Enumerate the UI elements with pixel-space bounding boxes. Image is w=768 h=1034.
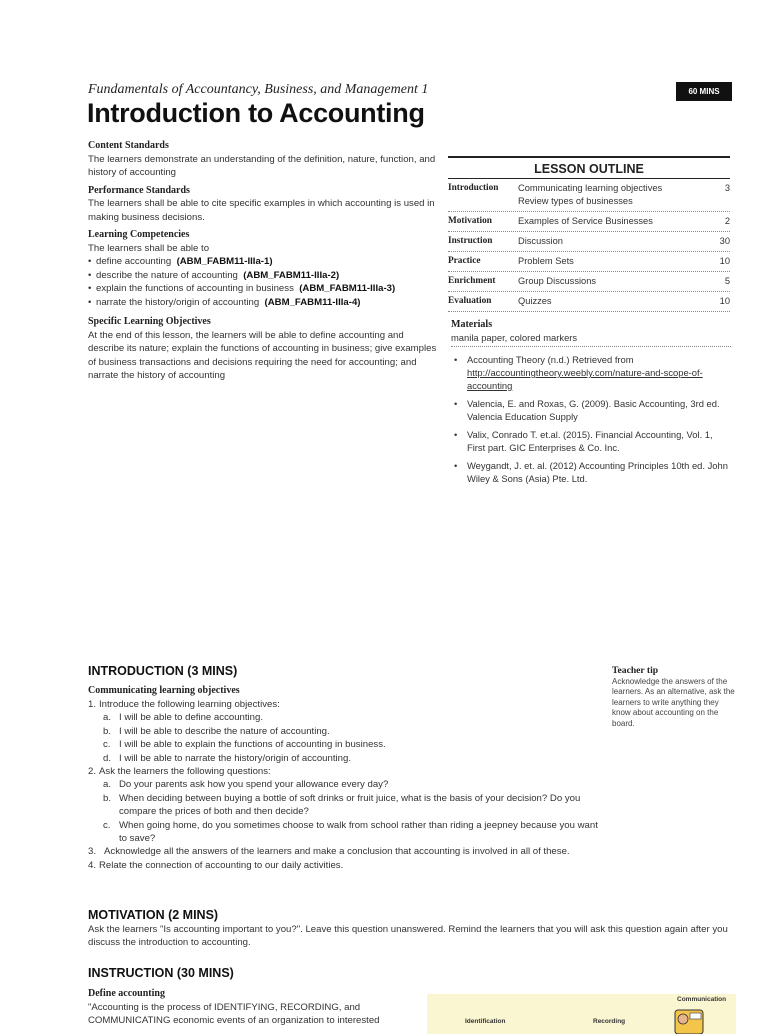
outline-row [448, 212, 730, 232]
list-subtext: I will be able to narrate the history/origin of accounting. [119, 752, 351, 764]
competency-text: narrate the history/origin of accounting [96, 296, 260, 308]
diagram-label-recording: Recording [593, 1018, 626, 1025]
outline-phase: Motivation [448, 216, 492, 226]
outline-phase: Instruction [448, 236, 493, 246]
specific-objectives-heading: Specific Learning Objectives [88, 316, 211, 327]
list-subtext: When deciding between buying a bottle of soft drinks or fruit juice, what is the basis of your decision? Do you compare the prices of both and then decide? [119, 792, 581, 818]
list-item [88, 698, 598, 711]
specific-objectives-text: At the end of this lesson, the learners will be able to define accounting and describe its nature; explain the functions of accounting in business; give examples of business transactions and decisions requiring the need for accounting; and narrate the history of accounting [88, 329, 437, 381]
introduction-heading: INTRODUCTION (3 MINS) [88, 664, 238, 678]
list-subitem [88, 738, 598, 751]
reference-item [451, 459, 731, 485]
standards-column [88, 139, 440, 387]
reference-text: Weygandt, J. et. al. (2012) Accounting Principles 10th ed. John Wiley & Sons (Asia) Pte. Ltd. [467, 460, 728, 484]
list-subitem [88, 752, 598, 765]
outline-activity: Quizzes [518, 296, 552, 306]
outline-activity-line: Communicating learning objectives [518, 183, 663, 193]
list-letter: c. [103, 819, 111, 831]
competency-code: (ABM_FABM11-IIIa-2) [243, 269, 340, 281]
accounting-process-diagram [427, 994, 736, 1034]
outline-activity: Problem Sets [518, 256, 574, 266]
list-subitem [88, 819, 598, 846]
page-title: Introduction to Accounting [87, 98, 425, 128]
outline-row [448, 292, 730, 312]
competency-text: explain the functions of accounting in business [96, 283, 294, 294]
competency-item [88, 255, 440, 269]
competency-code: (ABM_FABM11-IIIa-4) [264, 296, 361, 308]
materials-heading: Materials [451, 319, 493, 330]
competency-text: describe the nature of accounting [96, 269, 238, 281]
list-number: 1. [88, 699, 97, 710]
list-subitem [88, 725, 598, 738]
outline-phase: Introduction [448, 183, 499, 193]
reference-text: Valix, Conrado T. et.al. (2015). Financial Accounting, Vol. 1, First part. GIC Enterprises & Co. Inc. [467, 429, 713, 453]
list-subtext: I will be able to explain the functions of accounting in business. [119, 739, 386, 751]
performance-standards-text: The learners shall be able to cite specific examples in which accounting is used in making business decisions. [88, 198, 435, 223]
outline-activity-line: Review types of businesses [518, 196, 633, 206]
list-item [88, 765, 598, 778]
competency-item [88, 269, 440, 283]
list-subtext: Do your parents ask how you spend your allowance every day? [119, 779, 389, 791]
list-text: Relate the connection of accounting to our daily activities. [99, 859, 344, 871]
reference-item [451, 428, 731, 454]
outline-minutes: 3 [724, 183, 730, 193]
reference-text: Accounting Theory (n.d.) Retrieved from [467, 354, 634, 365]
outline-row [448, 232, 730, 252]
outline-row [448, 179, 730, 212]
list-text: Ask the learners the following questions: [99, 766, 271, 778]
reference-item [451, 353, 731, 392]
learning-competencies-heading: Learning Competencies [88, 229, 190, 240]
outline-activity: Group Discussions [518, 276, 597, 286]
list-subitem [88, 792, 598, 819]
lesson-outline-table [448, 156, 730, 312]
list-letter: c. [103, 739, 111, 751]
outline-row [448, 252, 730, 272]
references-list [451, 353, 731, 485]
outline-activity [518, 182, 700, 208]
competency-text: define accounting [96, 256, 172, 267]
list-number: 2. [88, 766, 97, 778]
list-subtext: When going home, do you sometimes choose to walk from school rather than riding a jeepney because you want to save? [119, 819, 598, 845]
introduction-subheading: Communicating learning objectives [88, 685, 240, 696]
outline-phase: Evaluation [448, 296, 492, 306]
competency-code: (ABM_FABM11-IIIa-3) [299, 283, 396, 294]
duration-badge: 60 MINS [676, 82, 732, 101]
course-subtitle: Fundamentals of Accountancy, Business, and Management 1 [88, 82, 429, 97]
list-letter: b. [103, 725, 112, 737]
list-text: Introduce the following learning objectives: [99, 699, 280, 710]
reference-item [451, 397, 731, 423]
outline-minutes: 5 [724, 276, 730, 286]
outline-phase: Enrichment [448, 276, 496, 286]
content-standards-text: The learners demonstrate an understanding of the definition, nature, function, and history of accounting [88, 153, 436, 178]
list-subitem [88, 711, 598, 724]
instruction-text: "Accounting is the process of IDENTIFYING, RECORDING, and COMMUNICATING economic events of an organization to interested [88, 1002, 380, 1027]
outline-phase: Practice [448, 256, 481, 266]
list-number: 4. [88, 859, 97, 871]
list-subitem [88, 778, 598, 791]
motivation-heading: MOTIVATION (2 MINS) [88, 908, 219, 922]
list-letter: d. [103, 752, 112, 764]
introduction-list [88, 698, 598, 872]
list-subtext: I will be able to describe the nature of accounting. [119, 725, 330, 737]
competencies-list [88, 255, 440, 309]
teacher-tip-heading: Teacher tip [612, 665, 659, 676]
outline-minutes: 10 [719, 296, 730, 306]
performance-standards-heading: Performance Standards [88, 184, 190, 196]
materials-section [451, 318, 731, 490]
reference-link[interactable]: http://accountingtheory.weebly.com/nature-and-scope-of-accounting [467, 367, 703, 391]
content-standards-heading: Content Standards [88, 140, 169, 151]
diagram-label-communication: Communication [677, 996, 727, 1003]
outline-minutes: 2 [724, 216, 730, 226]
outline-minutes: 10 [719, 256, 730, 266]
materials-text: manila paper, colored markers [451, 331, 731, 347]
list-item [88, 845, 598, 858]
lesson-outline-heading: LESSON OUTLINE [448, 156, 730, 179]
list-subtext: I will be able to define accounting. [119, 712, 263, 724]
competency-item [88, 296, 440, 310]
list-letter: a. [103, 712, 112, 724]
competency-item [88, 282, 440, 296]
list-item [88, 859, 598, 872]
list-text: Acknowledge all the answers of the learners and make a conclusion that accounting is involved in all of these. [104, 846, 570, 858]
outline-minutes: 30 [719, 236, 730, 246]
competency-code: (ABM_FABM11-IIIa-1) [176, 256, 273, 267]
outline-activity: Examples of Service Businesses [518, 216, 653, 226]
outline-row [448, 272, 730, 292]
outline-activity: Discussion [518, 236, 563, 246]
list-number: 3. [88, 846, 97, 858]
list-letter: b. [103, 792, 112, 804]
person-illustration-icon [671, 1006, 707, 1034]
reference-text: Valencia, E. and Roxas, G. (2009). Basic Accounting, 3rd ed. Valencia Education Supply [467, 398, 720, 422]
teacher-tip-text: Acknowledge the answers of the learners. As an alternative, ask the learners to write anything they know about accounting on the board. [612, 676, 735, 728]
instruction-heading: INSTRUCTION (30 MINS) [88, 966, 234, 980]
diagram-label-identification: Identification [465, 1018, 506, 1025]
teacher-tip [612, 666, 736, 729]
list-letter: a. [103, 779, 112, 791]
learning-competencies-intro: The learners shall be able to [88, 242, 210, 254]
motivation-text: Ask the learners "Is accounting important to you?". Leave this question unanswered. Remind the learners that you will ask this question again after you discuss the introduction to accounting. [88, 924, 728, 949]
instruction-subheading: Define accounting [88, 988, 165, 999]
